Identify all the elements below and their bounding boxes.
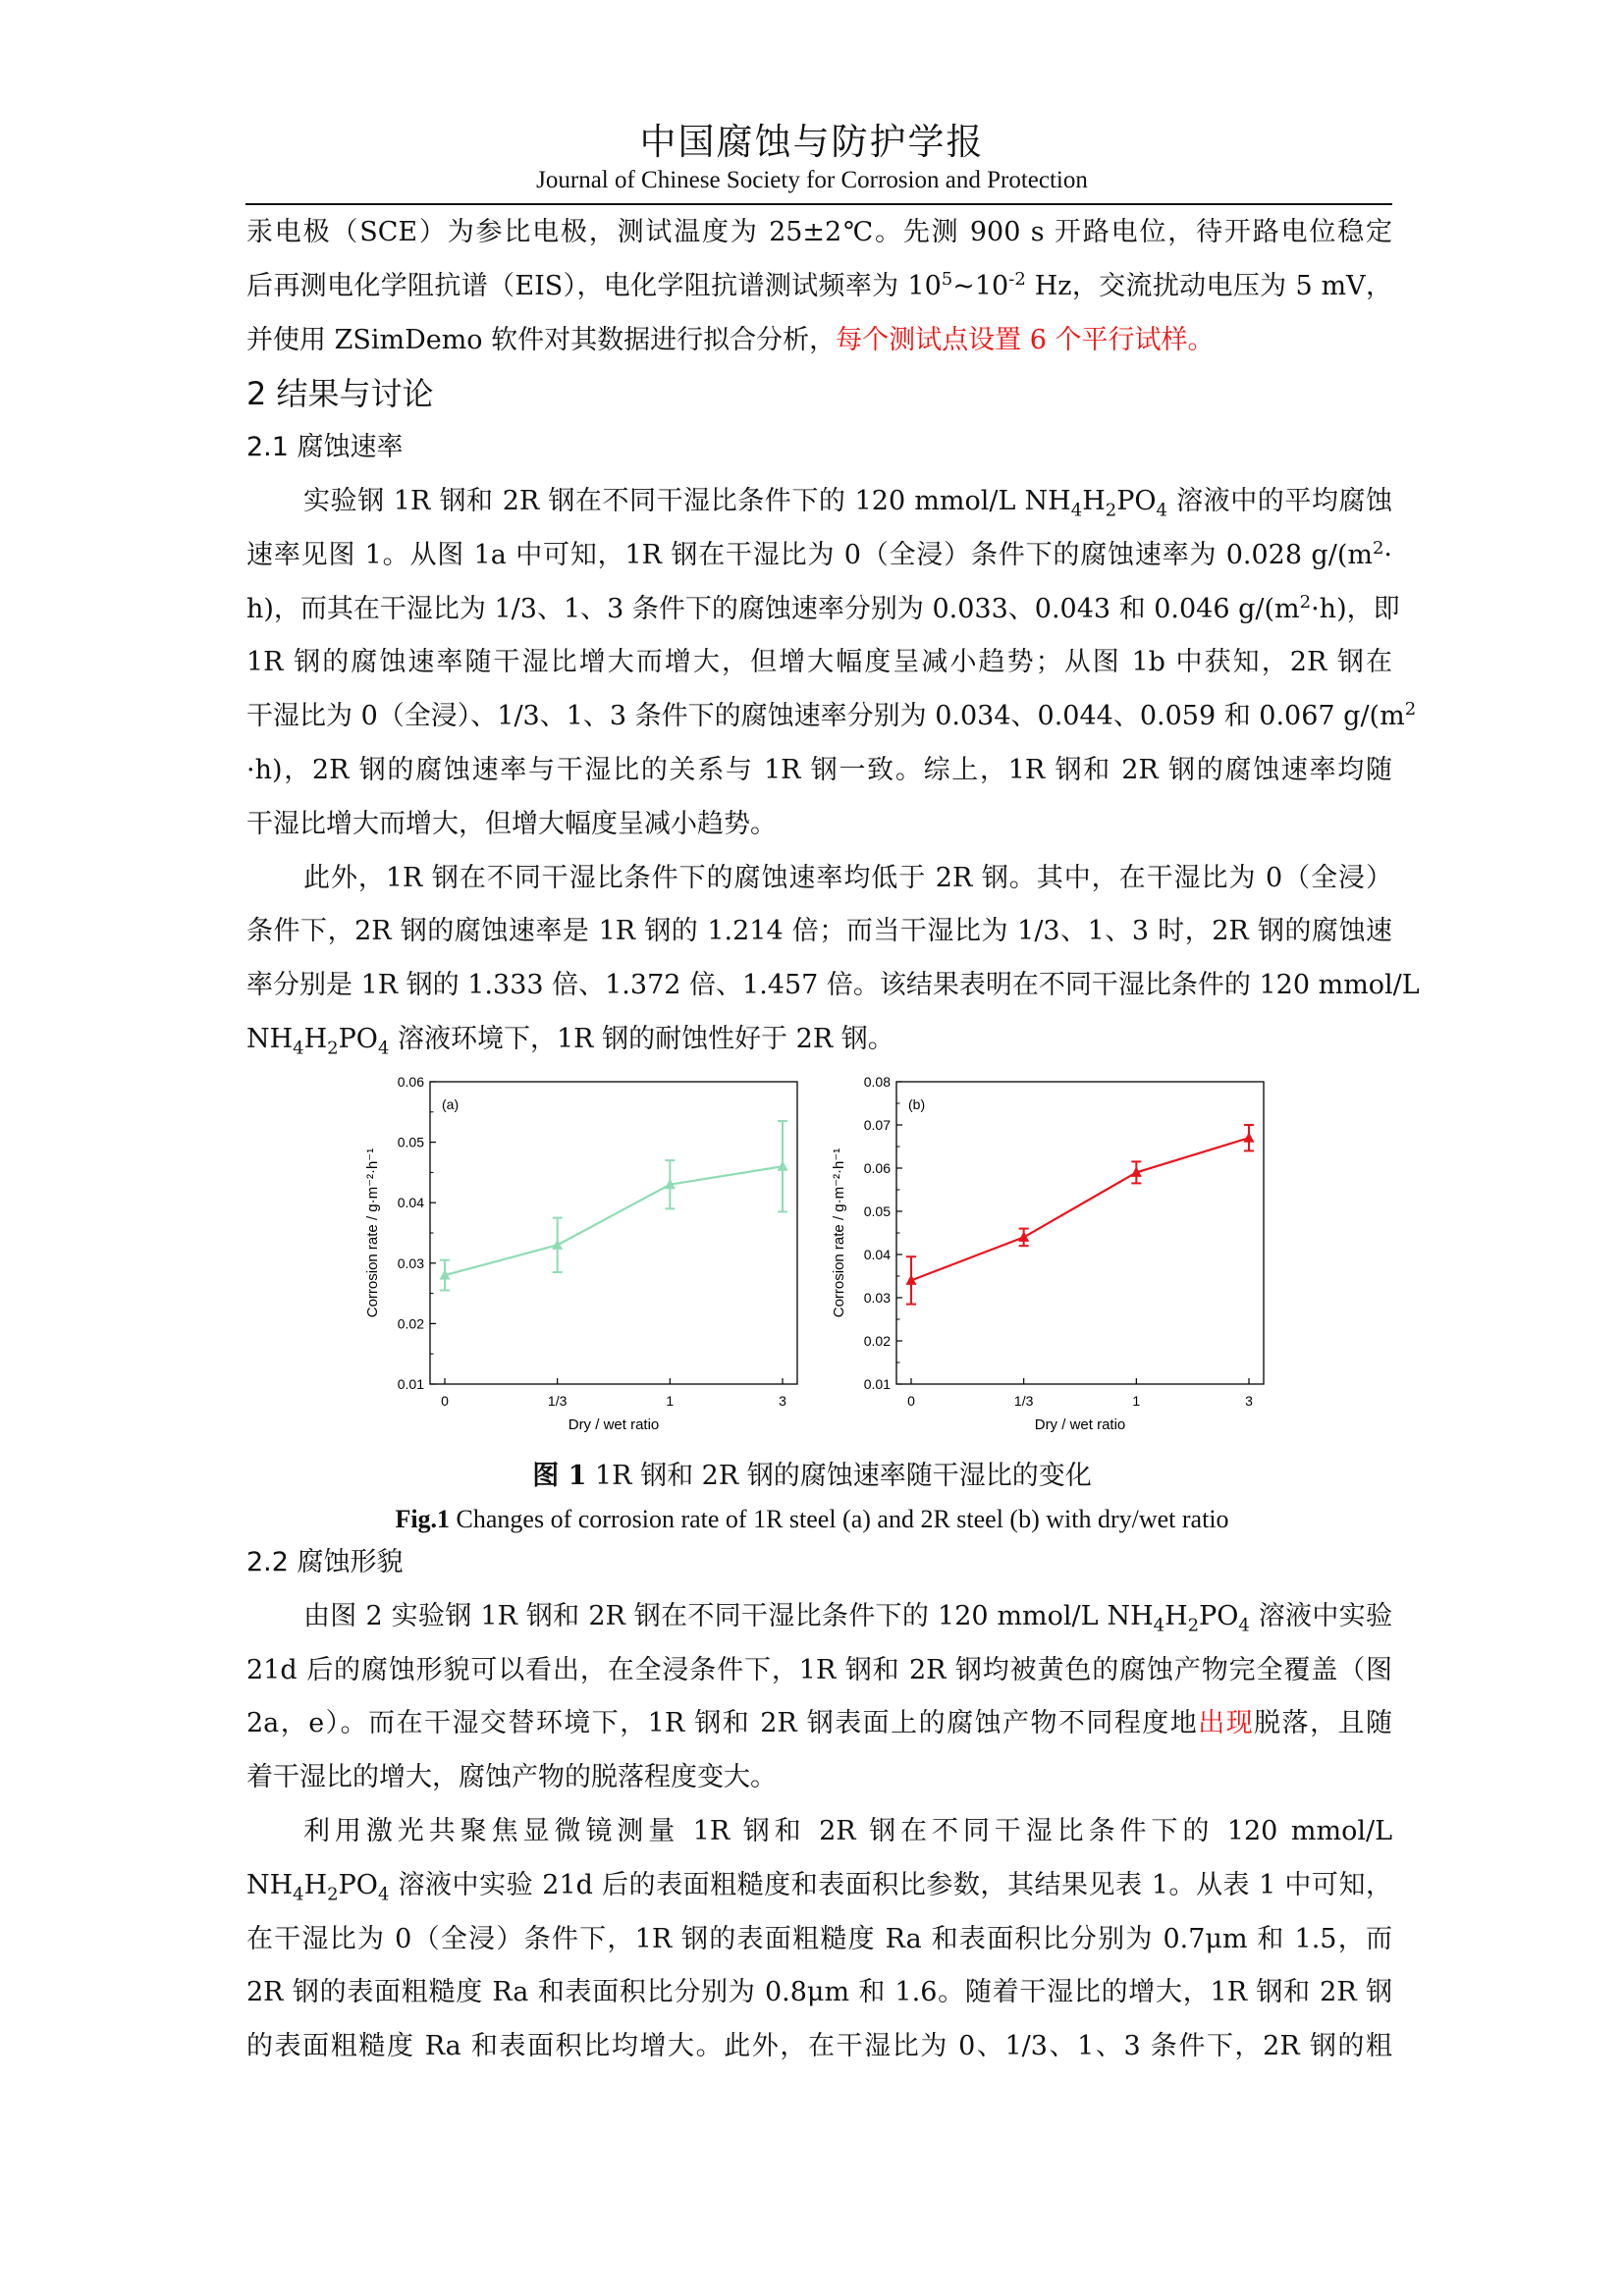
text-line: $NH_4H_2PO_4$ 溶液中实验 21d 后的表面粗糙度和表面积比参数，其结果见表 1。从表 1 中可知，	[246, 1869, 1392, 1905]
figure-caption-en: Fig.1 Changes of corrosion rate of 1R steel (a) and 2R steel (b) with dry/wet ratio	[395, 1505, 1229, 1533]
y-tick-label: 0.06	[397, 1074, 424, 1090]
text-line: $NH_4H_2PO_4$ 溶液环境下，1R 钢的耐蚀性好于 2R 钢。	[246, 1023, 894, 1059]
text-line: 汞电极（SCE）为参比电极，测试温度为 25±2℃。先测 900 s 开路电位，待开路电位稳定	[246, 217, 1392, 247]
text-line: 实验钢 1R 钢和 2R 钢在不同干湿比条件下的 120 mmol/L $NH_4H_2PO_4$ 溶液中的平均腐蚀	[303, 485, 1392, 521]
x-tick-label: 3	[779, 1393, 786, 1409]
x-tick-label: 0	[907, 1393, 915, 1409]
data-point	[778, 1160, 788, 1171]
text-line: 干湿比增大而增大，但增大幅度呈减小趋势。	[246, 808, 777, 839]
y-tick-label: 0.08	[863, 1074, 891, 1090]
text-line: 着干湿比的增大，腐蚀产物的脱落程度变大。	[246, 1762, 777, 1793]
highlighted-text: 出现	[1198, 1708, 1255, 1739]
y-tick-label: 0.03	[863, 1290, 891, 1306]
x-tick-label: 1	[1132, 1393, 1141, 1409]
text-line: 的表面粗糙度 Ra 和表面积比均增大。此外，在干湿比为 0、1/3、1、3 条件下，2R 钢的粗	[246, 2031, 1392, 2062]
x-tick-label: 1/3	[1013, 1393, 1034, 1409]
text-line: 2R 钢的表面粗糙度 Ra 和表面积比分别为 0.8μm 和 1.6。随着干湿比的增大，1R 钢和 2R 钢	[246, 1977, 1392, 2008]
data-point	[552, 1239, 563, 1250]
text-line: 速率见图 1。从图 1a 中可知，1R 钢在干湿比为 0（全浸）条件下的腐蚀速率为 0.028 $g/(m^2\cdot$	[246, 537, 1392, 570]
text-line: 2a，e）。而在干湿交替环境下，1R 钢和 2R 钢表面上的腐蚀产物不同程度地出现脱落，且随	[246, 1708, 1393, 1739]
section-heading: 2 结果与讨论	[246, 375, 434, 413]
journal-title-en: Journal of Chinese Society for Corrosion and Protection	[536, 167, 1088, 193]
journal-title-cn: 中国腐蚀与防护学报	[639, 121, 985, 163]
text-line: h)，而其在干湿比为 1/3、1、3 条件下的腐蚀速率分别为 0.033、0.043 和 0.046 $g/(m^2\cdot h)$，即	[246, 591, 1400, 624]
text-line: 1R 钢的腐蚀速率随干湿比增大而增大，但增大幅度呈减小趋势；从图 1b 中获知，2R 钢在	[246, 647, 1392, 678]
series-line	[445, 1166, 783, 1275]
x-axis-label: Dry / wet ratio	[568, 1416, 660, 1433]
body-text-bottom	[246, 1536, 1392, 2074]
subsection-heading: 2.1 腐蚀速率	[246, 432, 404, 463]
chart-panel-a	[344, 1068, 810, 1461]
figure-1	[344, 1068, 1276, 1461]
series-line	[911, 1138, 1249, 1280]
subsection-heading: 2.2 腐蚀形貌	[246, 1547, 404, 1577]
figure-caption-cn: 图 1 1R 钢和 2R 钢的腐蚀速率随干湿比的变化	[532, 1461, 1092, 1491]
text-line: 后再测电化学阻抗谱（EIS），电化学阻抗谱测试频率为 $10^5\sim 10^{-2}$ Hz，交流扰动电压为 5 mV，	[246, 268, 1392, 301]
y-tick-label: 0.04	[397, 1195, 424, 1211]
x-tick-label: 0	[441, 1393, 449, 1409]
text-line: 21d 后的腐蚀形貌可以看出，在全浸条件下，1R 钢和 2R 钢均被黄色的腐蚀产物完全覆盖（图	[246, 1654, 1392, 1685]
body-text-top	[246, 206, 1420, 1067]
y-tick-label: 0.05	[397, 1134, 424, 1150]
text-line: 并使用 ZSimDemo 软件对其数据进行拟合分析，每个测试点设置 6 个平行试样。	[246, 324, 1215, 355]
y-tick-label: 0.03	[397, 1255, 424, 1271]
y-tick-label: 0.02	[397, 1315, 424, 1332]
panel-label: (b)	[908, 1096, 926, 1112]
text-line: 利用激光共聚焦显微镜测量 1R 钢和 2R 钢在不同干湿比条件下的 120 mmol/L	[303, 1815, 1392, 1846]
highlighted-text: 每个测试点设置 6 个平行试样。	[836, 324, 1215, 355]
text-line: 由图 2 实验钢 1R 钢和 2R 钢在不同干湿比条件下的 120 mmol/L $NH_4H_2PO_4$ 溶液中实验	[303, 1600, 1392, 1636]
x-axis-label: Dry / wet ratio	[1034, 1416, 1126, 1433]
text-line: 在干湿比为 0（全浸）条件下，1R 钢的表面粗糙度 Ra 和表面积比分别为 0.7μm 和 1.5，而	[246, 1923, 1392, 1954]
text-line: 此外，1R 钢在不同干湿比条件下的腐蚀速率均低于 2R 钢。其中，在干湿比为 0（全浸）	[303, 862, 1392, 893]
y-axis-label: Corrosion rate / g·m⁻²·h⁻¹	[831, 1148, 847, 1318]
x-tick-label: 1	[666, 1393, 675, 1409]
data-point	[1018, 1231, 1029, 1242]
chart-panel-b	[810, 1068, 1276, 1461]
y-tick-label: 0.02	[863, 1333, 891, 1349]
y-tick-label: 0.04	[863, 1247, 891, 1262]
text-line: 率分别是 1R 钢的 1.333 倍、1.372 倍、1.457 倍。该结果表明在不同干湿比条件的 120 mmol/L	[246, 970, 1420, 1001]
y-tick-label: 0.01	[397, 1376, 424, 1392]
plot-frame	[430, 1082, 797, 1384]
y-tick-label: 0.06	[863, 1160, 891, 1176]
x-tick-label: 3	[1245, 1393, 1253, 1409]
text-line: ·h)，2R 钢的腐蚀速率与干湿比的关系与 1R 钢一致。综上，1R 钢和 2R 钢的腐蚀速率均随	[246, 754, 1392, 785]
plot-frame	[896, 1082, 1264, 1384]
text-line: 条件下，2R 钢的腐蚀速率是 1R 钢的 1.214 倍；而当干湿比为 1/3、1、3 时，2R 钢的腐蚀速	[246, 916, 1392, 947]
text-line: 干湿比为 0（全浸）、1/3、1、3 条件下的腐蚀速率分别为 0.034、0.044、0.059 和 0.067 $g/(m^2$	[246, 699, 1417, 732]
data-point	[1244, 1132, 1255, 1143]
y-tick-label: 0.07	[863, 1117, 891, 1133]
y-axis-label: Corrosion rate / g·m⁻²·h⁻¹	[364, 1148, 381, 1318]
y-tick-label: 0.05	[863, 1203, 891, 1219]
x-tick-label: 1/3	[547, 1393, 568, 1409]
header-rule	[245, 203, 1392, 205]
y-tick-label: 0.01	[863, 1376, 891, 1392]
panel-label: (a)	[442, 1096, 460, 1112]
